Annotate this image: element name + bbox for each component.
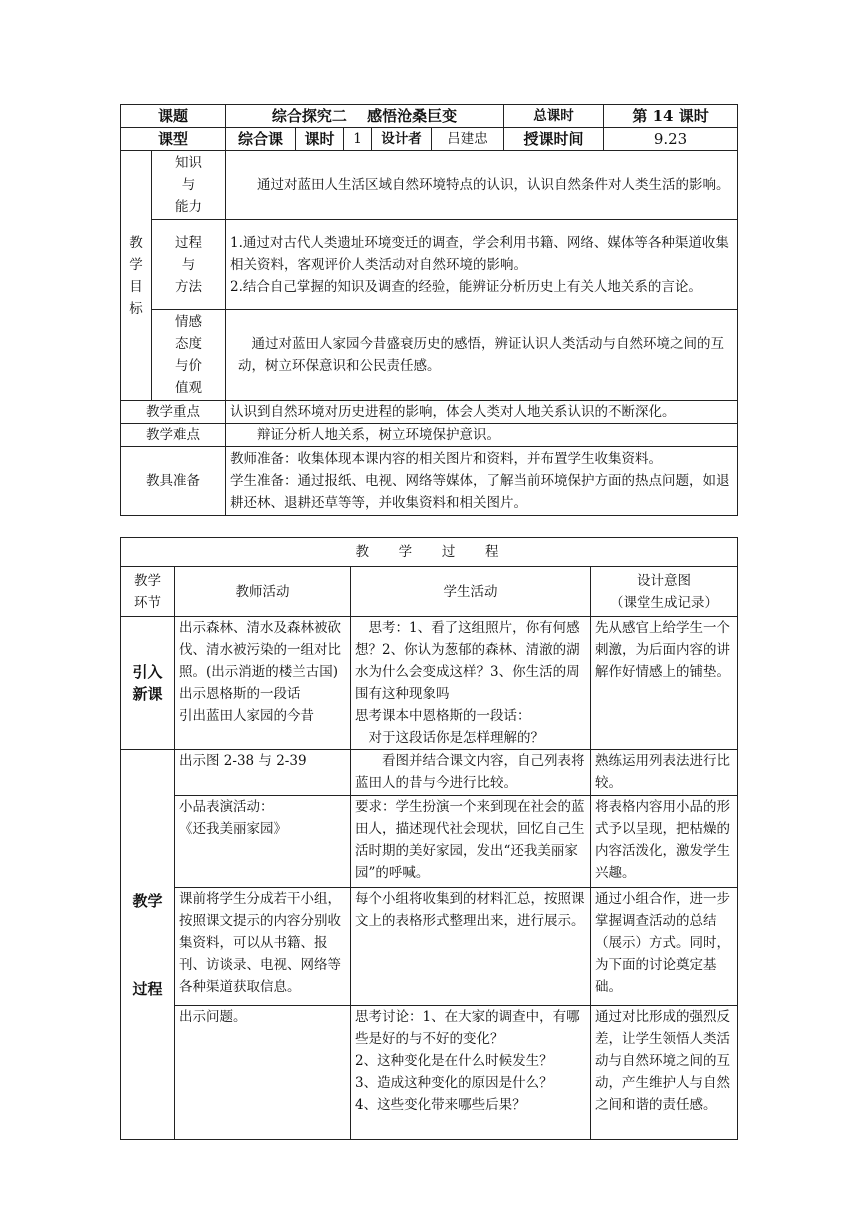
hours-label: 课时: [296, 128, 344, 151]
intro-student-1: 思考：1、看了这组照片，你有何感想？2、你认为葱郁的森林、清澈的湖水为什么会变成这样？3、你生活的周围有这种现象吗: [355, 620, 580, 702]
intro-stage-line1: 引入: [132, 663, 163, 681]
emotion-label-2: 态度: [175, 336, 202, 352]
knowledge-label-2: 与: [181, 177, 196, 193]
col-intent-line2: （课堂生成记录）: [610, 594, 718, 611]
knowledge-text-cell: [226, 151, 738, 220]
main-intent-4: 通过对比形成的强烈反差，让学生领悟人类活动与自然环境之间的互动，产生维护人与自然之间和谐的责任感。: [591, 1006, 738, 1140]
time-value: 9.23: [604, 128, 738, 151]
main-teacher-2b: 《还我美丽家园》: [179, 821, 287, 837]
knowledge-label-3: 能力: [175, 199, 202, 215]
knowledge-text: 通过对蓝田人生活区域自然环境特点的认识，认识自然条件对人类生活的影响。: [257, 177, 730, 193]
process-text-2: 2.结合自己掌握的知识及调查的经验，能辨证分析历史上有关人地关系的言论。: [230, 278, 702, 295]
teaching-process-table: [120, 537, 738, 1140]
intro-student-2: 思考课本中恩格斯的一段话：: [355, 708, 531, 724]
goals-char-1: 教: [129, 234, 143, 251]
main-teacher-2-cell: [175, 796, 351, 888]
col-stage-header: [121, 567, 175, 617]
emotion-label-3: 与价: [175, 358, 202, 374]
main-teacher-2a: 小品表演活动：: [179, 799, 274, 815]
intro-teacher-cell: [175, 617, 351, 750]
process-label-3: 方法: [175, 278, 202, 295]
time-label: 授课时间: [504, 128, 604, 151]
designer-label: 设计者: [372, 128, 432, 151]
difficulty-text: 辩证分析人地关系，树立环境保护意识。: [226, 424, 738, 447]
goals-char-3: 目: [129, 278, 143, 295]
total-hours-label: 总课时: [504, 105, 604, 128]
main-stage: [121, 750, 175, 1140]
intro-intent-cell: [591, 617, 738, 750]
prep-label: 教具准备: [121, 447, 226, 516]
main-teacher-3: 课前将学生分成若干小组，按照课文提示的内容分别收集资料，可以从书籍、报刊、访谈录、电视、网络等各种渠道获取信息。: [175, 888, 351, 1006]
goals-char-2: 学: [129, 256, 143, 273]
col-intent-header: [591, 567, 738, 617]
main-stage-line2: 过程: [132, 979, 163, 998]
main-intent-2: 将表格内容用小品的形式予以呈现，把枯燥的内容活泼化，激发学生兴趣。: [591, 796, 738, 888]
key-point-text: 认识到自然环境对历史进程的影响，体会人类对人地关系认识的不断深化。: [226, 401, 738, 424]
key-point-label: 教学重点: [121, 401, 226, 424]
col-student-header: 学生活动: [351, 567, 591, 617]
process-text-cell: [226, 220, 738, 310]
main-intent-1: 熟练运用列表法进行比较。: [591, 750, 738, 796]
type-label: 课型: [121, 128, 226, 151]
col-teacher-header: 教师活动: [175, 567, 351, 617]
main-intent-3: 通过小组合作，进一步掌握调查活动的总结（展示）方式。同时，为下面的讨论奠定基础。: [591, 888, 738, 1006]
difficulty-label: 教学难点: [121, 424, 226, 447]
main-stage-line1: 教学: [132, 891, 163, 910]
prep-text-cell: [226, 447, 738, 516]
main-student-4d: 4、这些变化带来哪些后果？: [355, 1097, 526, 1113]
lesson-plan-header-table: [120, 104, 738, 516]
process-label-1: 过程: [175, 234, 202, 251]
intro-stage-line2: 新课: [132, 685, 163, 703]
emotion-label: [152, 310, 226, 401]
main-student-4c: 3、造成这种变化的原因是什么？: [355, 1075, 553, 1091]
main-student-4a: 思考讨论：1、在大家的调查中，有哪些是好的与不好的变化？: [355, 1009, 580, 1047]
course-title: 综合探究二 感悟沧桑巨变: [226, 105, 504, 128]
intro-stage: [121, 617, 175, 750]
main-student-3: 每个小组将收集到的材料汇总，按照课文上的表格形式整理出来，进行展示。: [351, 888, 591, 1006]
intro-student-3: 对于这段话你是怎样理解的？: [368, 730, 544, 746]
process-label: [152, 220, 226, 310]
col-stage-line1: 教学: [134, 572, 161, 589]
emotion-text-cell: [226, 310, 738, 401]
prep-student: 学生准备：通过报纸、电视、网络等媒体，了解当前环境保护方面的热点问题，如退耕还林、退耕还草等等，并收集资料和相关图片。: [230, 473, 730, 511]
course-label: 课题: [121, 105, 226, 128]
goals-section-label: [121, 151, 152, 401]
process-title: 教学过程: [121, 538, 738, 567]
main-teacher-4: 出示问题。: [175, 1006, 351, 1140]
knowledge-label: [152, 151, 226, 220]
intro-intent: 先从感官上给学生一个刺激，为后面内容的讲解作好情感上的铺垫。: [595, 620, 730, 680]
prep-teacher: 教师准备：收集体现本课内容的相关图片和资料，并布置学生收集资料。: [230, 451, 663, 467]
main-student-4b: 2、这种变化是在什么时候发生？: [355, 1053, 553, 1069]
hours-value: 1: [344, 128, 372, 151]
intro-student-cell: [351, 617, 591, 750]
emotion-label-1: 情感: [175, 314, 202, 330]
type-value: 综合课: [226, 128, 296, 151]
emotion-text: 通过对蓝田人家园今昔盛衰历史的感悟，辨证认识人类活动与自然环境之间的互动，树立环保意识和公民责任感。: [238, 336, 725, 374]
total-hours-value: 第 14 课时: [604, 105, 738, 128]
main-student-4-cell: [351, 1006, 591, 1140]
emotion-label-4: 值观: [175, 380, 202, 396]
process-text-1: 1.通过对古代人类遗址环境变迁的调查，学会利用书籍、网络、媒体等各种渠道收集相关资料，客观评价人类活动对自然环境的影响。: [230, 234, 729, 273]
knowledge-label-1: 知识: [175, 155, 202, 171]
designer-value: 吕建忠: [432, 128, 504, 151]
main-student-1: 看图并结合课文内容，自己列表将蓝田人的昔与今进行比较。: [351, 750, 591, 796]
goals-char-4: 标: [129, 300, 143, 317]
intro-teacher-1: 出示森林、清水及森林被砍伐、清水被污染的一组对比照。(出示消逝的楼兰古国): [179, 620, 341, 680]
main-teacher-1: 出示图 2-38 与 2-39: [175, 750, 351, 796]
process-label-2: 与: [181, 256, 196, 273]
col-stage-line2: 环节: [134, 594, 161, 611]
intro-teacher-3: 引出蓝田人家园的今昔: [179, 708, 314, 724]
intro-teacher-2: 出示恩格斯的一段话: [179, 686, 301, 702]
main-student-2: 要求：学生扮演一个来到现在社会的蓝田人，描述现代社会现状，回忆自己生活时期的美好家园，发出“还我美丽家园”的呼喊。: [351, 796, 591, 888]
col-intent-line1: 设计意图: [637, 572, 691, 589]
